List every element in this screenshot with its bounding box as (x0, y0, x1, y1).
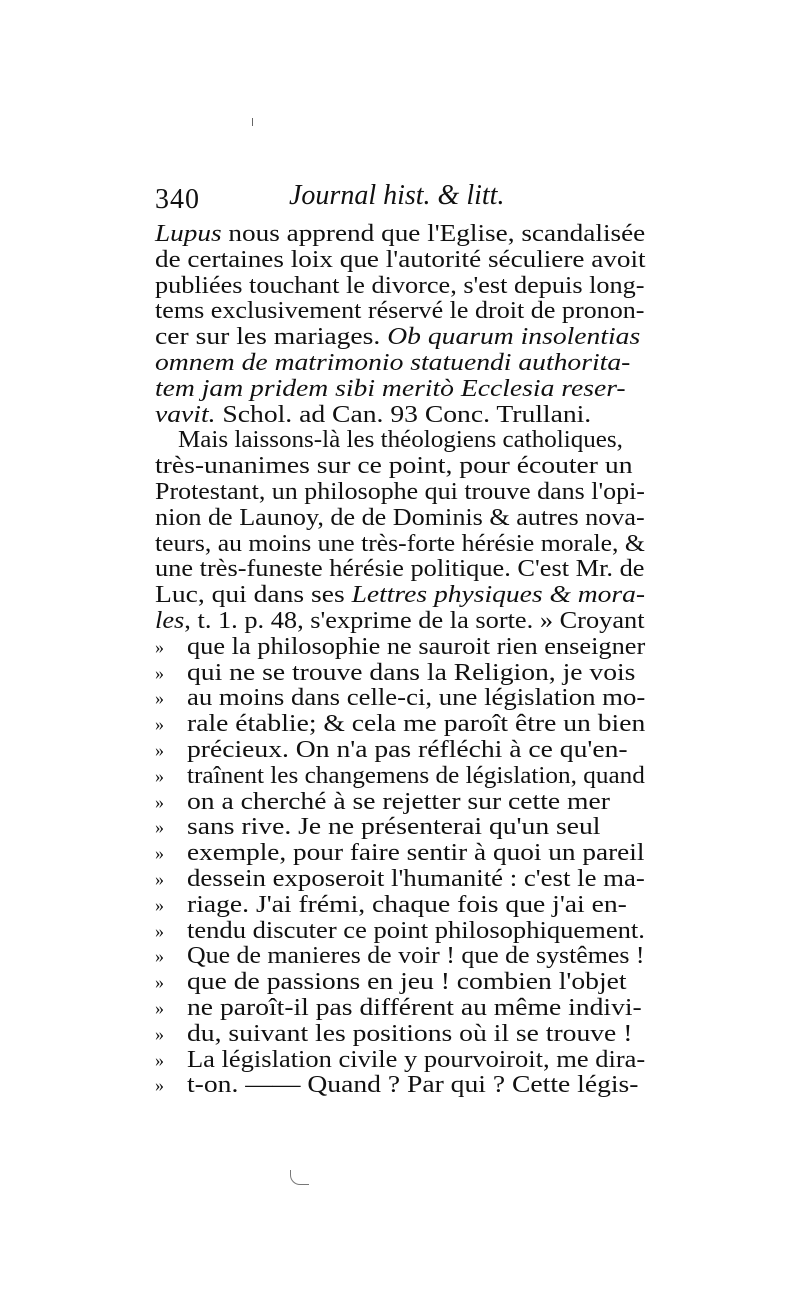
text-line (155, 532, 645, 558)
quote-marker: » (155, 817, 163, 838)
line-text: Mais laissons-là les théologiens catholiques, (177, 427, 623, 454)
quote-marker: » (155, 868, 163, 889)
text-line (155, 944, 645, 970)
page-number: 340 (155, 184, 200, 215)
text-line (155, 1022, 645, 1048)
line-text: une très-funeste hérésie politique. C'est Mr. de (155, 556, 645, 583)
quote-marker: » (155, 1075, 163, 1096)
line-text: Protestant, un philosophe qui trouve dans l'opi- (155, 478, 645, 505)
text-line (155, 661, 645, 687)
text-line (155, 377, 645, 403)
text-line (155, 609, 645, 635)
text-line (155, 1073, 645, 1099)
text-line (155, 919, 645, 945)
text-line (155, 738, 645, 764)
line-text: dessein exposeroit l'humanité : c'est le ma- (187, 865, 645, 892)
line-text: tem jam pridem sibi meritò Ecclesia reser- (155, 375, 626, 402)
text-line (155, 790, 645, 816)
quote-marker: » (155, 1049, 163, 1070)
text-line (155, 351, 645, 377)
text-line (155, 712, 645, 738)
line-text: les, t. 1. p. 48, s'exprime de la sorte. » Croyant (155, 607, 645, 634)
line-text: Que de manieres de voir ! que de systêmes ! (187, 943, 645, 970)
line-text: que de passions en jeu ! combien l'objet (187, 969, 627, 996)
line-text: sans rive. Je ne présenterai qu'un seul (187, 814, 601, 841)
quote-marker: » (155, 972, 163, 993)
text-line (155, 583, 645, 609)
line-text: Lupus nous apprend que l'Eglise, scandalisée (155, 221, 646, 247)
text-line (155, 893, 645, 919)
line-text: exemple, pour faire sentir à quoi un pareil (187, 840, 645, 867)
text-line (155, 428, 645, 454)
text-line (155, 996, 645, 1022)
quote-marker: » (155, 636, 163, 657)
text-line (155, 557, 645, 583)
line-text: Luc, qui dans ses Lettres physiques & mora- (155, 582, 646, 609)
quote-marker: » (155, 843, 163, 864)
line-text: de certaines loix que l'autorité séculiere avoit (155, 246, 646, 273)
text-line (155, 815, 645, 841)
line-text: que la philosophie ne sauroit rien enseigner (187, 633, 646, 660)
line-text: tendu discuter ce point philosophiquement. (187, 917, 645, 944)
line-text: nion de Launoy, de de Dominis & autres nova- (155, 504, 645, 531)
line-text: ne paroît-il pas différent au même indivi- (187, 994, 642, 1021)
text-line (155, 841, 645, 867)
text-line (155, 454, 645, 480)
body-text (155, 222, 645, 1099)
line-text: du, suivant les positions où il se trouve ! (187, 1020, 633, 1047)
line-text: on a cherché à se rejetter sur cette mer (187, 788, 610, 815)
ink-speck (290, 1170, 309, 1185)
page-header (155, 180, 645, 220)
running-title: Journal hist. & litt. (289, 180, 505, 211)
line-text: La législation civile y pourvoiroit, me dira- (187, 1046, 646, 1073)
line-text: qui ne se trouve dans la Religion, je vois (187, 659, 636, 686)
quote-marker: » (155, 765, 163, 786)
text-line (155, 506, 645, 532)
quote-marker: » (155, 739, 163, 760)
line-text: traînent les changemens de législation, quand (187, 762, 645, 789)
line-text: riage. J'ai frémi, chaque fois que j'ai en- (187, 891, 627, 918)
quote-marker: » (155, 791, 163, 812)
quote-marker: » (155, 920, 163, 941)
text-line (155, 867, 645, 893)
line-text: rale établie; & cela me paroît être un bien (187, 711, 646, 738)
text-line (155, 299, 645, 325)
text-line (155, 403, 645, 429)
line-text: vavit. Schol. ad Can. 93 Conc. Trullani. (155, 401, 592, 428)
line-text: au moins dans celle-ci, une législation mo- (187, 685, 646, 712)
quote-marker: » (155, 688, 163, 709)
quote-marker: » (155, 946, 163, 967)
line-text: publiées touchant le divorce, s'est depuis long- (155, 272, 645, 299)
line-text: cer sur les mariages. Ob quarum insolentias (155, 324, 641, 351)
line-text: omnem de matrimonio statuendi authorita- (155, 349, 631, 376)
line-text: très-unanimes sur ce point, pour écouter un (155, 453, 633, 480)
quote-marker: » (155, 1023, 163, 1044)
text-line (155, 248, 645, 274)
quote-marker: » (155, 714, 163, 735)
text-line (155, 222, 645, 248)
ink-speck (252, 118, 257, 126)
text-line (155, 1048, 645, 1074)
text-line (155, 325, 645, 351)
line-text: tems exclusivement réservé le droit de pronon- (155, 298, 645, 325)
line-text: teurs, au moins une très-forte hérésie morale, & (155, 530, 645, 557)
quote-marker: » (155, 997, 163, 1018)
quote-marker: » (155, 662, 163, 683)
text-line (155, 274, 645, 300)
text-line (155, 480, 645, 506)
text-line (155, 970, 645, 996)
text-line (155, 635, 645, 661)
text-line (155, 686, 645, 712)
text-line (155, 764, 645, 790)
quote-marker: » (155, 894, 163, 915)
line-text: précieux. On n'a pas réfléchi à ce qu'en- (187, 736, 628, 763)
line-text: t-on. —— Quand ? Par qui ? Cette légis- (187, 1072, 639, 1099)
